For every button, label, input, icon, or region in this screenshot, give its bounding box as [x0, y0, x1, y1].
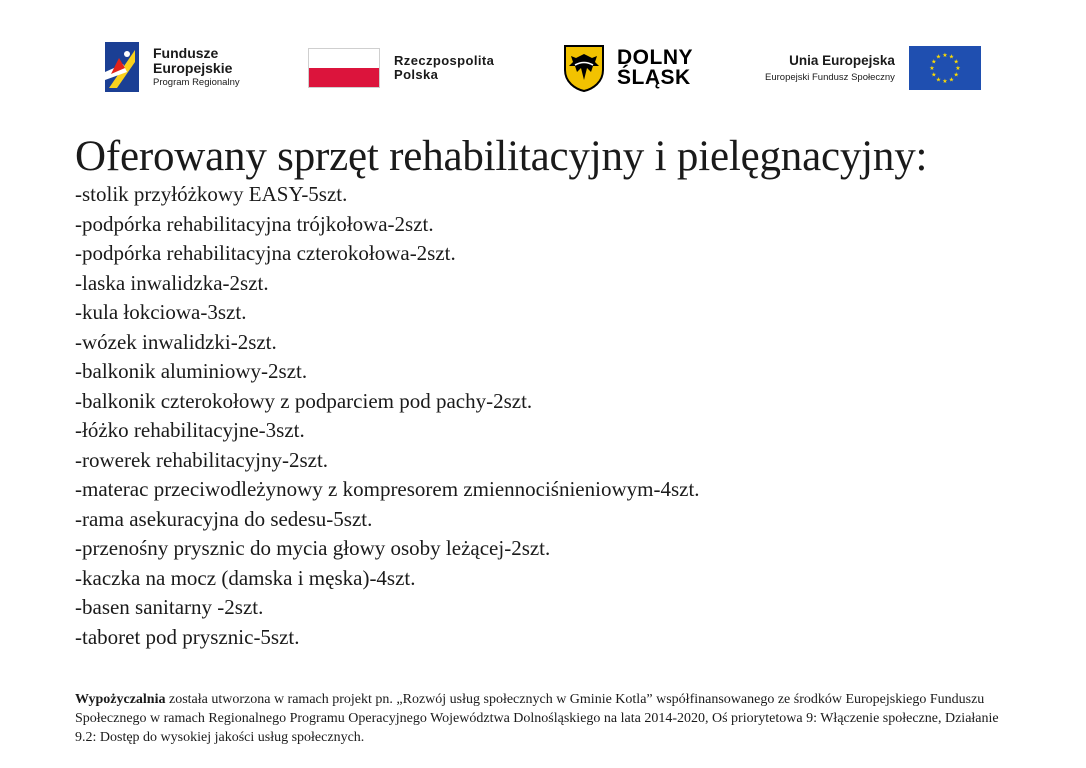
list-item: -balkonik czterokołowy z podparciem pod pachy-2szt. — [75, 388, 533, 413]
svg-text:★: ★ — [948, 53, 955, 61]
list-item: -basen sanitarny -2szt. — [75, 595, 264, 619]
unia-europejska-logo — [765, 46, 981, 90]
fundusze-line3: Program Regionalny — [153, 77, 240, 89]
svg-text:★: ★ — [953, 58, 959, 66]
equipment-list — [75, 180, 700, 652]
rzeczpospolita-polska-logo — [308, 48, 494, 88]
footer-bold-label: Wypożyczalnia — [75, 692, 166, 707]
list-item: -stolik przyłóżkowy EASY-5szt. — [75, 182, 348, 206]
list-item: -podpórka rehabilitacyjna trójkołowa-2szt. — [75, 211, 434, 236]
page-title: Oferowany sprzęt rehabilitacyjny i pielęgnacyjny: — [75, 133, 928, 180]
footer-note — [75, 690, 1015, 747]
svg-text:★: ★ — [931, 71, 937, 79]
footer-text: została utworzona w ramach projekt pn. „Rozwój usług społecznych w Gminie Kotla” współfinansowanego ze środków Europejskiego Funduszu Społecznego w ramach Regionalnego Programu Operacyjnego Województwa Dolnośląskiego na lata 2014-2020, Oś priorytetowa 9: Włączenie społeczne, Działanie 9.2: Dostęp do wysokiej jakości usług społecznych. — [75, 692, 999, 745]
svg-text:★: ★ — [942, 52, 948, 59]
unia-line1: Unia Europejska — [789, 53, 895, 68]
svg-text:★: ★ — [929, 65, 935, 72]
svg-text:★: ★ — [942, 78, 948, 85]
list-item: -materac przeciwodleżynowy z kompresorem zmiennociśnieniowym-4szt. — [75, 477, 700, 501]
svg-text:★: ★ — [935, 53, 942, 61]
unia-line2: Europejski Fundusz Społeczny — [765, 72, 895, 83]
polish-flag-icon — [308, 48, 380, 88]
svg-text:★: ★ — [955, 65, 961, 72]
logo-bar — [0, 40, 1086, 96]
list-item: -laska inwalidzka-2szt. — [75, 270, 269, 295]
list-item: -taboret pod prysznic-5szt. — [75, 624, 300, 649]
svg-text:★: ★ — [931, 58, 937, 66]
dolny-slask-logo — [563, 44, 693, 92]
list-item: -rowerek rehabilitacyjny-2szt. — [75, 447, 329, 472]
list-item: -kula łokciowa-3szt. — [75, 300, 247, 324]
fundusze-line2: Europejskie — [153, 59, 233, 76]
svg-text:★: ★ — [953, 71, 959, 79]
svg-text:★: ★ — [948, 76, 955, 84]
list-item: -kaczka na mocz (damska i męska)-4szt. — [75, 565, 416, 590]
eu-flag-icon — [909, 46, 981, 90]
list-item: -balkonik aluminiowy-2szt. — [75, 359, 308, 383]
fundusze-line1: Fundusze — [153, 44, 219, 61]
rzeczpospolita-line2: Polska — [394, 67, 439, 82]
dolny-slask-coat-of-arms-icon — [563, 44, 605, 92]
list-item: -wózek inwalidzki-2szt. — [75, 329, 277, 354]
rzeczpospolita-line1: Rzeczpospolita — [394, 52, 495, 68]
fundusze-europejskie-emblem-icon — [105, 42, 139, 92]
list-item: -podpórka rehabilitacyjna czterokołowa-2szt. — [75, 241, 456, 265]
list-item: -przenośny prysznic do mycia głowy osoby leżącej-2szt. — [75, 536, 551, 560]
dolny-slask-line2: ŚLĄSK — [617, 66, 691, 89]
fundusze-europejskie-logo — [105, 42, 240, 92]
list-item: -rama asekuracyjna do sedesu-5szt. — [75, 506, 373, 531]
svg-text:★: ★ — [935, 76, 942, 84]
list-item: -łóżko rehabilitacyjne-3szt. — [75, 418, 305, 442]
dolny-slask-line1: DOLNY — [617, 46, 693, 70]
